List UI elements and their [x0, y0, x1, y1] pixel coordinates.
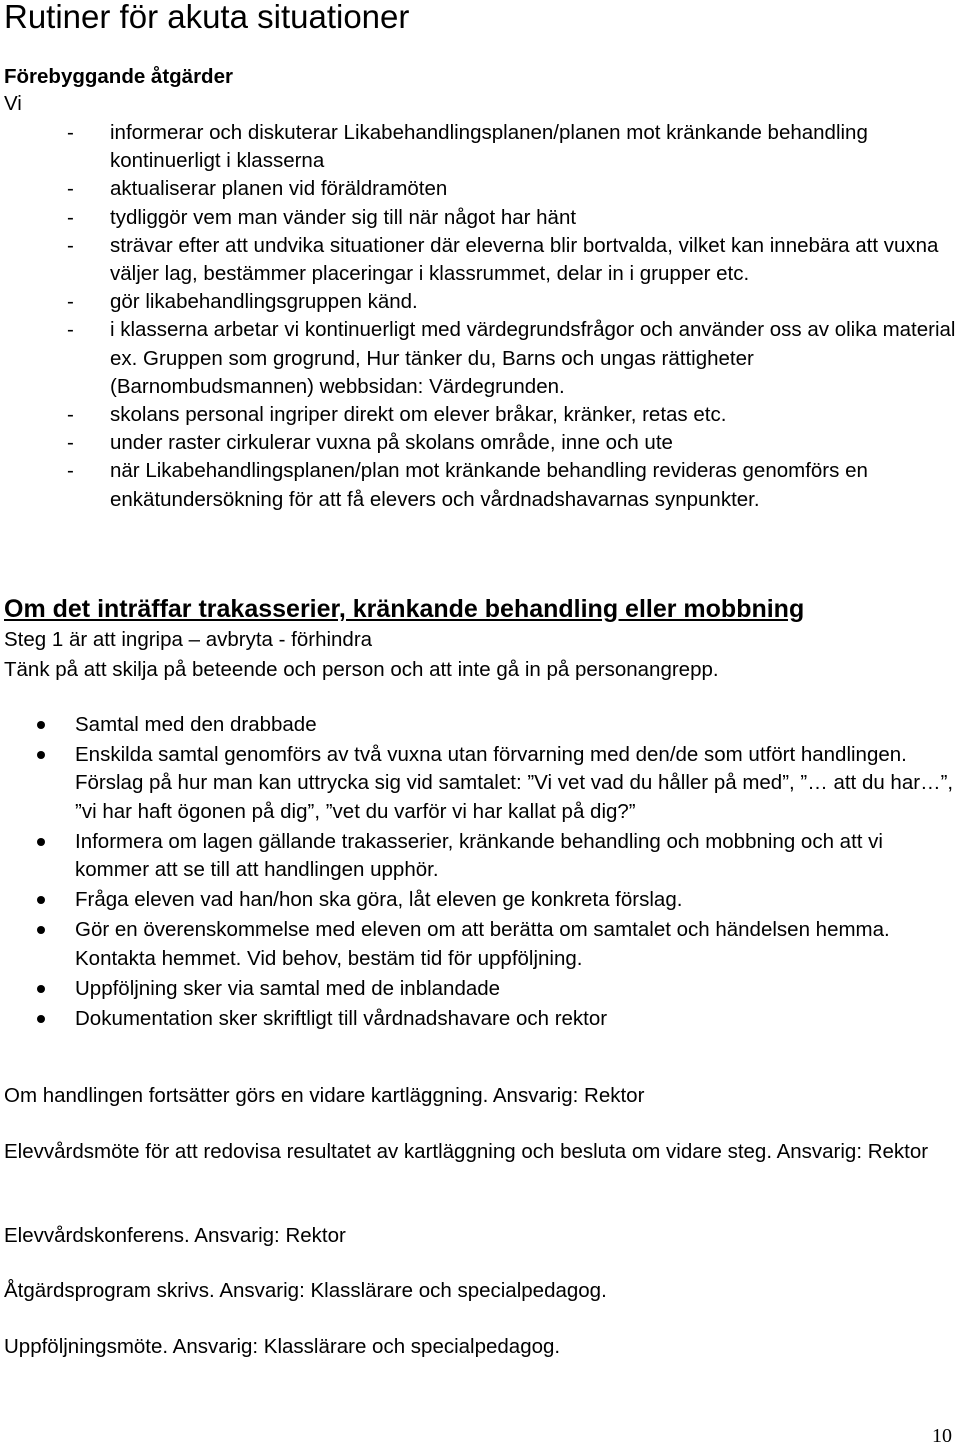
list-item-text: Uppföljning sker via samtal med de inblandade [75, 976, 501, 1000]
list-item [4, 119, 956, 175]
paragraph-followup: Uppföljningsmöte. Ansvarig: Klasslärare och specialpedagog. [4, 1335, 561, 1358]
bullet-icon [37, 721, 45, 729]
paragraph-continue: Om handlingen fortsätter görs en vidare kartläggning. Ansvarig: Rektor [4, 1084, 645, 1107]
list-item [4, 288, 956, 316]
paragraph-conference: Elevvårdskonferens. Ansvarig: Rektor [4, 1224, 346, 1247]
preventive-intro: Vi [4, 92, 22, 115]
paragraph-meeting: Elevvårdsmöte för att redovisa resultatet av kartläggning och besluta om vidare steg. Ansvarig: Rektor [4, 1140, 929, 1163]
bullet-icon [37, 985, 45, 993]
preventive-heading: Förebyggande åtgärder [4, 65, 233, 88]
dash-marker: - [67, 431, 74, 455]
list-item [4, 1005, 956, 1033]
list-item [4, 204, 956, 232]
think-text: Tänk på att skilja på beteende och person och att inte gå in på personangrepp. [4, 658, 719, 681]
list-item-text: Enskilda samtal genomförs av två vuxna utan förvarning med den/de som utfört handlingen. Förslag på hur man kan uttrycka sig vid samtalet: ”Vi vet vad du håller på med”, ”… att du har…”, ”vi har haft ögonen på dig”, ”vet du varför vi har kallat på dig?” [75, 743, 954, 823]
dash-marker: - [67, 318, 74, 342]
bullet-icon [37, 751, 45, 759]
list-item-text: informerar och diskuterar Likabehandlingsplanen/planen mot kränkande behandling kontinuerligt i klasserna [110, 121, 868, 173]
list-item [4, 457, 956, 513]
list-item-text: aktualiserar planen vid föräldramöten [110, 177, 448, 201]
dash-marker: - [67, 459, 74, 483]
dash-marker: - [67, 233, 74, 257]
page-title: Rutiner för akuta situationer [4, 0, 410, 35]
dash-marker: - [67, 121, 74, 144]
list-item [4, 429, 956, 457]
list-item-text: strävar efter att undvika situationer där eleverna blir bortvalda, vilket kan innebära att vuxna väljer lag, bestämmer placeringar i klassrummet, delar in i grupper etc. [110, 233, 939, 286]
list-item [4, 401, 956, 429]
bullet-icon [37, 1015, 45, 1023]
list-item-text: tydliggör vem man vänder sig till när något har hänt [110, 205, 577, 229]
list-item-text: Samtal med den drabbade [75, 713, 317, 736]
bullet-icon [37, 926, 45, 934]
page-number: 10 [932, 1425, 952, 1447]
list-item [4, 232, 956, 288]
incident-list [4, 711, 956, 1035]
step-one-text: Steg 1 är att ingripa – avbryta - förhindra [4, 628, 373, 651]
list-item-text: Dokumentation sker skriftligt till vårdnadshavare och rektor [75, 1007, 608, 1031]
list-item [4, 741, 956, 826]
dash-marker: - [67, 177, 74, 201]
list-item-text: när Likabehandlingsplanen/plan mot kränkande behandling revideras genomförs en enkätundersökning för att få elevers och vårdnadshavarnas synpunkter. [110, 459, 868, 511]
list-item-text: Fråga eleven vad han/hon ska göra, låt eleven ge konkreta förslag. [75, 888, 683, 912]
dash-marker: - [67, 205, 74, 229]
bullet-icon [37, 838, 45, 846]
bullet-icon [37, 896, 45, 904]
list-item-text: i klasserna arbetar vi kontinuerligt med värdegrundsfrågor och använder oss av olika material ex. Gruppen som grogrund, Hur tänker du, Barns och ungas rättigheter (Barnombudsmannen) webbsidan: Värdegrunden. [110, 318, 956, 398]
list-item [4, 316, 956, 401]
list-item-text: skolans personal ingriper direkt om elever bråkar, kränker, retas etc. [110, 403, 727, 427]
list-item [4, 886, 956, 914]
list-item-text: Gör en överenskommelse med eleven om att berätta om samtalet och händelsen hemma. Kontakta hemmet. Vid behov, bestäm tid för uppföljning. [75, 918, 890, 970]
list-item [4, 175, 956, 203]
dash-marker: - [67, 290, 74, 314]
list-item [4, 828, 956, 884]
incident-heading: Om det inträffar trakasserier, kränkande behandling eller mobbning [4, 595, 805, 623]
dash-marker: - [67, 403, 74, 427]
list-item [4, 916, 956, 972]
list-item-text: gör likabehandlingsgruppen känd. [110, 290, 418, 314]
preventive-list [4, 119, 956, 514]
list-item [4, 711, 956, 739]
list-item [4, 975, 956, 1003]
list-item-text: under raster cirkulerar vuxna på skolans område, inne och ute [110, 431, 673, 455]
list-item-text: Informera om lagen gällande trakasserier, kränkande behandling och mobbning och att vi kommer att se till att handlingen upphör. [75, 829, 883, 882]
paragraph-program: Åtgärdsprogram skrivs. Ansvarig: Klasslärare och specialpedagog. [4, 1279, 607, 1302]
